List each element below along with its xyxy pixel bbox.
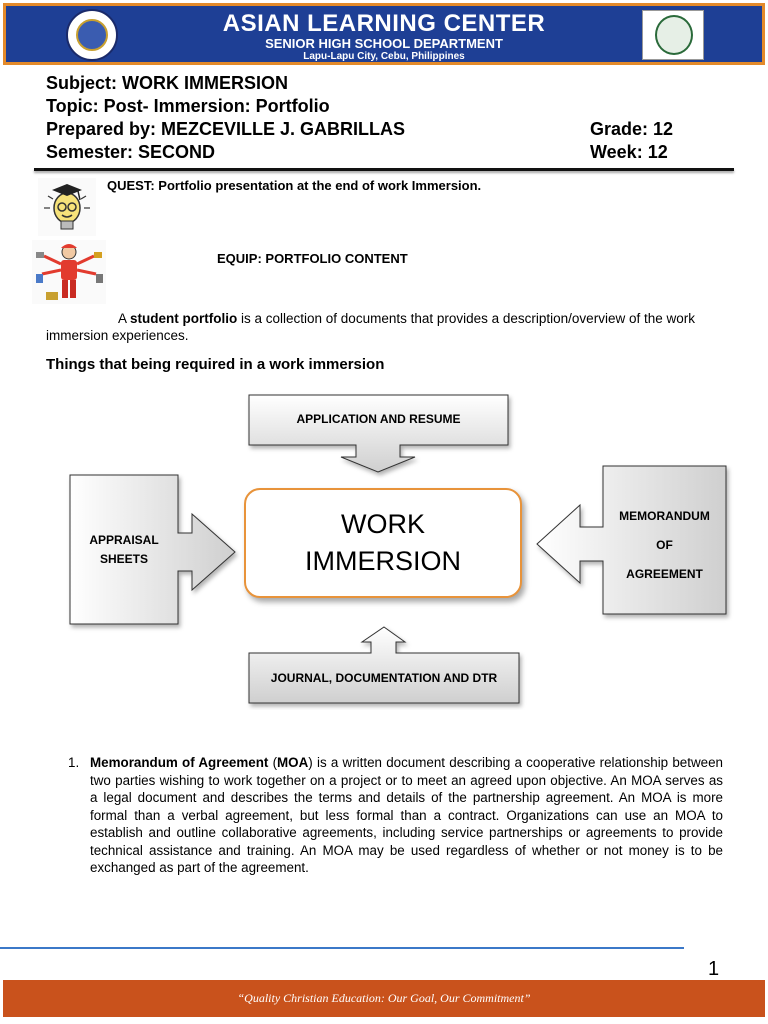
school-name: ASIAN LEARNING CENTER (222, 10, 546, 37)
portfolio-diagram (0, 390, 768, 710)
list-item-body: ) is a written document describing a cooperative relationship between two parties wishing to work together on a project or to meet an agreed upon objective. An MOA serves as a legal document and describes the terms and details of the partnership agreement. An MOA is more formal than a verbal agreement, but less formal than a contract. Organizations can use an MOA to establish and outline collaborative agreements, including service partnerships or agreements to provide technical assistance and training. An MOA may be used regardless of whether or not money is to be exchanged as part of the agreement. (90, 755, 723, 875)
list-item-abbr: MOA (277, 755, 309, 770)
numbered-list (68, 754, 723, 877)
list-item: 1. Memorandum of Agreement (MOA) is a written document describing a cooperative relationship between two parties wishing to work together on a project or to meet an agreed upon objective. An MOA serves as a legal document and describes the terms and details of the partnership agreement. An MOA is more formal than a verbal agreement, but less formal than a contract. Organizations can use an MOA to establish and outline collaborative agreements, including service partnerships or agreements to provide technical assistance and training. An MOA may be used regardless of whether or not money is to be exchanged as part of the agreement. (68, 755, 723, 875)
footer-motto: “Quality Christian Education: Our Goal, Our Commitment” (237, 991, 531, 1005)
header-divider (34, 168, 734, 171)
right-box-label: MEMORANDUM OF AGREEMENT (619, 509, 710, 581)
school-seal-logo (642, 10, 704, 60)
grade-line: Grade: 12 (590, 119, 674, 139)
intro-term: student portfolio (130, 311, 238, 326)
list-item-term: Memorandum of Agreement (90, 755, 269, 770)
department-name: SENIOR HIGH SCHOOL DEPARTMENT (265, 36, 503, 51)
page-number: 1 (708, 958, 720, 980)
intro-lead: A (118, 311, 131, 326)
center-box-label: WORK IMMERSION (304, 509, 461, 576)
week-line: Week: 12 (590, 142, 668, 162)
semester-line: Semester: SECOND (46, 142, 216, 162)
bottom-callout-shape (249, 627, 519, 703)
work-immersion-box (244, 488, 522, 598)
equip-text: EQUIP: PORTFOLIO CONTENT (217, 251, 408, 266)
list-item-number: 1. (68, 755, 80, 770)
bottom-box-label: JOURNAL, DOCUMENTATION AND DTR (270, 671, 498, 685)
quest-text: QUEST: Portfolio presentation at the end of work Immersion. (107, 178, 482, 193)
header-banner (3, 3, 765, 65)
prepared-by-line: Prepared by: MEZCEVILLE J. GABRILLAS (46, 119, 406, 139)
footer-bar (3, 980, 765, 1017)
topic-line: Topic: Post- Immersion: Portfolio (46, 96, 330, 116)
multitasking-worker-icon (32, 240, 106, 304)
footer-divider (0, 947, 684, 949)
subject-line: Subject: WORK IMMERSION (46, 73, 288, 93)
left-box-label: APPRAISAL SHEETS (89, 533, 159, 566)
school-address: Lapu-Lapu City, Cebu, Philippines (303, 51, 465, 62)
intro-rest: is a collection of documents that provides a description/overview of the work immersion experiences. (46, 311, 695, 343)
top-callout-shape (249, 395, 508, 472)
intro-paragraph (46, 310, 706, 344)
lightbulb-graduate-icon (38, 178, 96, 236)
top-box-label: APPLICATION AND RESUME (296, 412, 461, 426)
section-heading: Things that being required in a work immersion (46, 356, 385, 373)
